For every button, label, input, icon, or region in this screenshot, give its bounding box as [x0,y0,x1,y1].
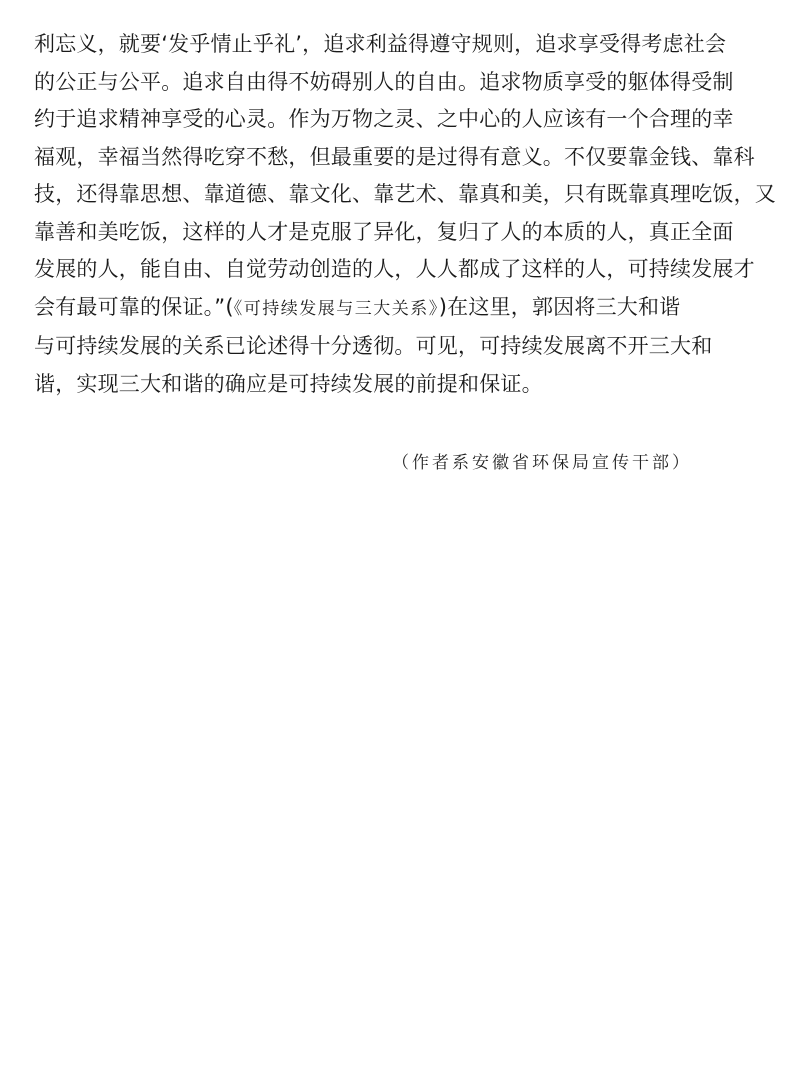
text-fragment: 会有最可靠的保证。”( [34,294,234,319]
text-line: 技，还得靠思想、靠道德、靠文化、靠艺术、靠真和美，只有既靠真理吃饭，又 [34,182,776,206]
text-line: 的公正与公平。追求自由得不妨碍别人的自由。追求物质享受的躯体得受制 [34,69,734,94]
text-line: 谐，实现三大和谐的确应是可持续发展的前提和保证。 [34,371,543,396]
text-line: 与可持续发展的关系已论述得十分透彻。可见，可持续发展离不开三大和 [34,334,713,358]
author-byline: （作者系安徽省环保局宣传干部） [392,453,692,473]
text-line: 福观，幸福当然得吃穿不愁，但最重要的是过得有意义。不仅要靠金钱、靠科 [34,144,755,169]
text-line: 靠善和美吃饭，这样的人才是克服了异化，复归了人的本质的人，真正全面 [34,219,734,244]
text-fragment: )在这里，郭因将三大和谐 [438,294,681,319]
text-line-with-citation [34,289,774,329]
text-line: 发展的人，能自由、自觉劳动创造的人，人人都成了这样的人，可持续发展才 [34,257,755,281]
citation-title: 《可持续发展与三大关系》 [233,298,439,319]
text-line: 约于追求精神享受的心灵。作为万物之灵、之中心的人应该有一个合理的幸 [34,107,734,131]
text-line: 利忘义，就要‘发乎情止乎礼’，追求利益得遵守规则，追求享受得考虑社会 [34,32,727,56]
article-body [34,26,774,403]
